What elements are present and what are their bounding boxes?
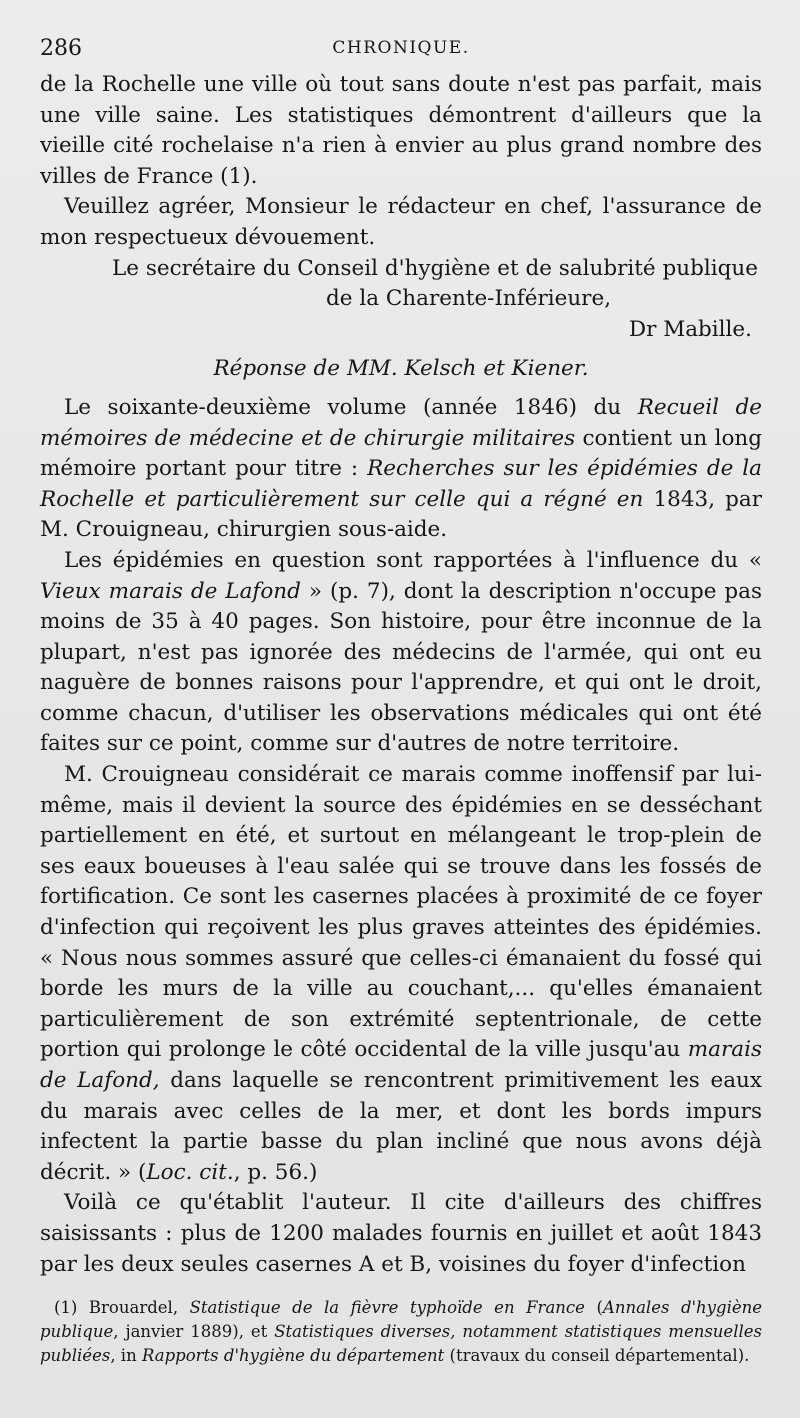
text-run: contient un long mémoire portant pour titre :: [40, 425, 762, 482]
response-paragraph-4: Voilà ce qu'établit l'auteur. Il cite d'ailleurs des chiffres saisissants : plus de 1200 malades fournis en juillet et août 1843 par les deux seules casernes A et B, voisines du foyer d'infection: [40, 1190, 762, 1277]
text-run: , janvier 1889), et: [113, 1322, 275, 1342]
text-run: » (p. 7), dont la description n'occupe pas moins de 35 à 40 pages. Son histoire, pour être inconnue de la plupart, n'est pas ignorée des médecins de l'armée, qui ont eu naguère de bonnes raisons pour l'apprendre, et qui ont le droit, comme chacun, d'utiliser les observations médicales qui ont été faites sur ce point, comme sur d'autres de notre territoire.: [40, 578, 763, 757]
text-run: Le soixante-deuxième volume (année 1846) du: [64, 394, 638, 420]
italic-title: Rapports d'hygiène du département: [141, 1346, 445, 1366]
footnote-1: [40, 1296, 762, 1368]
letter-paragraph-1: de la Rochelle une ville où tout sans doute n'est pas parfait, mais une ville saine. Les statistiques démontrent d'ailleurs que la vieille cité rochelaise n'a rien à envier au plus grand nombre des villes de France (1).: [40, 72, 762, 189]
response-paragraph-2: [40, 546, 762, 760]
letter-paragraph-2: Veuillez agréer, Monsieur le rédacteur en chef, l'assurance de mon respectueux dévouement.: [40, 194, 762, 250]
response-paragraph-3: [40, 760, 762, 1188]
italic-title: Recueil de mémoires de médecine et de chirurgie militaires: [40, 394, 762, 451]
page-number: 286: [40, 36, 82, 61]
italic-title: Recherches sur les épidémies de la Rochelle et particulièrement sur celle qui a régné en: [40, 456, 762, 512]
italic-title: Statistiques diverses, notamment statistiques mensuelles publiées: [40, 1322, 762, 1366]
signature-name: Dr Mabille.: [628, 316, 752, 342]
body-text: [40, 70, 762, 1280]
text-run: (1) Brouardel,: [54, 1298, 190, 1318]
footnotes: [40, 1296, 762, 1368]
italic-title: Vieux marais de Lafond: [40, 578, 301, 604]
italic-title: Annales d'hygiène publique: [40, 1298, 763, 1342]
running-title: CHRONIQUE.: [332, 38, 470, 58]
signature-line-1: Le secrétaire du Conseil d'hygiène et de salubrité publique: [112, 255, 758, 281]
running-head: [40, 30, 762, 70]
text-run: , in: [110, 1346, 142, 1366]
section-heading: Réponse de MM. Kelsch et Kiener.: [213, 356, 589, 382]
italic-citation: Loc. cit.: [146, 1159, 234, 1185]
text-run: dans laquelle se rencontrent primitivement les eaux du marais avec celles de la mer, et dont les bords impurs infectent la partie basse du plan incliné que nous avons déjà décrit. » (: [40, 1068, 763, 1185]
text-run: 1843, par M. Crouigneau, chirurgien sous-aide.: [40, 486, 762, 543]
text-run: , p. 56.): [233, 1159, 318, 1185]
italic-title: Statistique de la fièvre typhoïde en France: [189, 1298, 585, 1318]
text-run: M. Crouigneau considérait ce marais comme inoffensif par lui-même, mais il devient la source des épidémies en se desséchant partiellement en été, et surtout en mélangeant le trop-plein de ses eaux boueuses à l'eau salée qui se trouve dans les fossés de fortification. Ce sont les casernes placées à proximité de ce foyer d'infection qui reçoivent les plus graves atteintes des épidémies. « Nous nous sommes assuré que celles-ci émanaient du fossé qui borde les murs de la ville au couchant,... qu'elles émanaient particulièrement de son extrémité septentrionale, de cette portion qui prolonge le côté occidental de la ville jusqu'au: [40, 762, 762, 1063]
text-run: (travaux du conseil départemental).: [444, 1346, 750, 1366]
response-paragraph-1: [40, 393, 762, 546]
text-run: Les épidémies en question sont rapportées à l'influence du «: [64, 547, 762, 573]
italic-place: marais de Lafond,: [40, 1037, 762, 1093]
signature-line-2: de la Charente-Inférieure,: [326, 286, 612, 312]
text-run: (: [584, 1298, 603, 1318]
